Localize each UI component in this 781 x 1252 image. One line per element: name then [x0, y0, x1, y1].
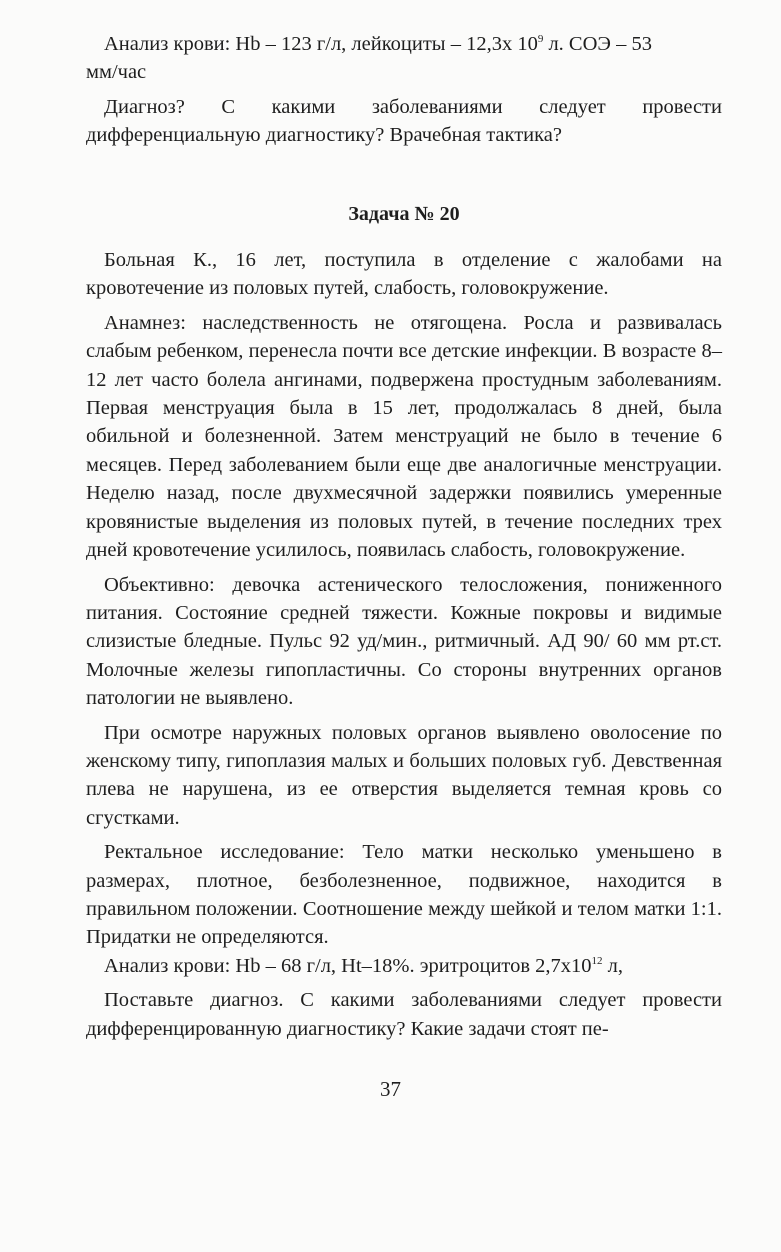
previous-blood-analysis: Анализ крови: Hb – 123 г/л, лейкоциты – 12,3х $10^9$ л. СОЭ – 53 — [104, 33, 652, 55]
objective-paragraph: Объективно: девочка астенического телосложения, пониженного питания. Состояние средней тяжести. Кожные покровы и видимые слизистые бледные. Пульс 92 уд/мин., ритмичный. АД 90/ 60 мм рт.ст. Молочные железы гипопластичны. Со стороны внутренних органов патологии не выявлено. — [86, 573, 722, 710]
external-exam-paragraph: При осмотре наружных половых органов выявлено оволосение по женскому типу, гипоплазия малых и больших половых губ. Девственная плева не нарушена, из ее отверстия выделяется темная кровь со сгустками. — [86, 721, 722, 829]
previous-blood-analysis-continued: мм/час — [86, 61, 147, 84]
page-text — [86, 30, 722, 1043]
complaints-paragraph: Больная К., 16 лет, поступила в отделение с жалобами на кровотечение из половых путей, слабость, головокружение. — [86, 249, 722, 300]
rectal-exam-paragraph: Ректальное исследование: Тело матки несколько уменьшено в размерах, плотное, безболезненное, подвижное, находится в правильном положении. Соотношение между шейкой и телом матки 1:1. Придатки не определяются. — [86, 841, 722, 949]
page-number: 37 — [380, 1077, 401, 1101]
task-heading: Задача № 20 — [348, 202, 460, 225]
blood-analysis: Анализ крови: Hb – 68 г/л, Ht–18%. эритроцитов $2,7х10^{12}$ л, — [104, 954, 624, 977]
previous-question: Диагноз? С какими заболеваниями следует провести дифференциальную диагностику? Врачебная тактика? — [86, 95, 722, 147]
task-question: Поставьте диагноз. С какими заболеваниями следует провести дифференцированную диагностику? Какие задачи стоят пе- — [86, 989, 722, 1040]
anamnesis-paragraph: Анамнез: наследственность не отягощена. Росла и развивалась слабым ребенком, перенесла почти все детские инфекции. В возрасте 8–12 лет часто болела ангинами, подвержена простудным заболеваниям. Первая менструация была в 15 лет, продолжалась 8 дней, была обильной и болезненной. Затем менструаций не было в течение 6 месяцев. Перед заболеванием были еще две аналогичные менструации. Неделю назад, после двухмесячной задержки появились умеренные кровянистые выделения из половых путей, в течение последних трех дней кровотечение усилилось, появилась слабость, головокружение. — [86, 311, 722, 562]
